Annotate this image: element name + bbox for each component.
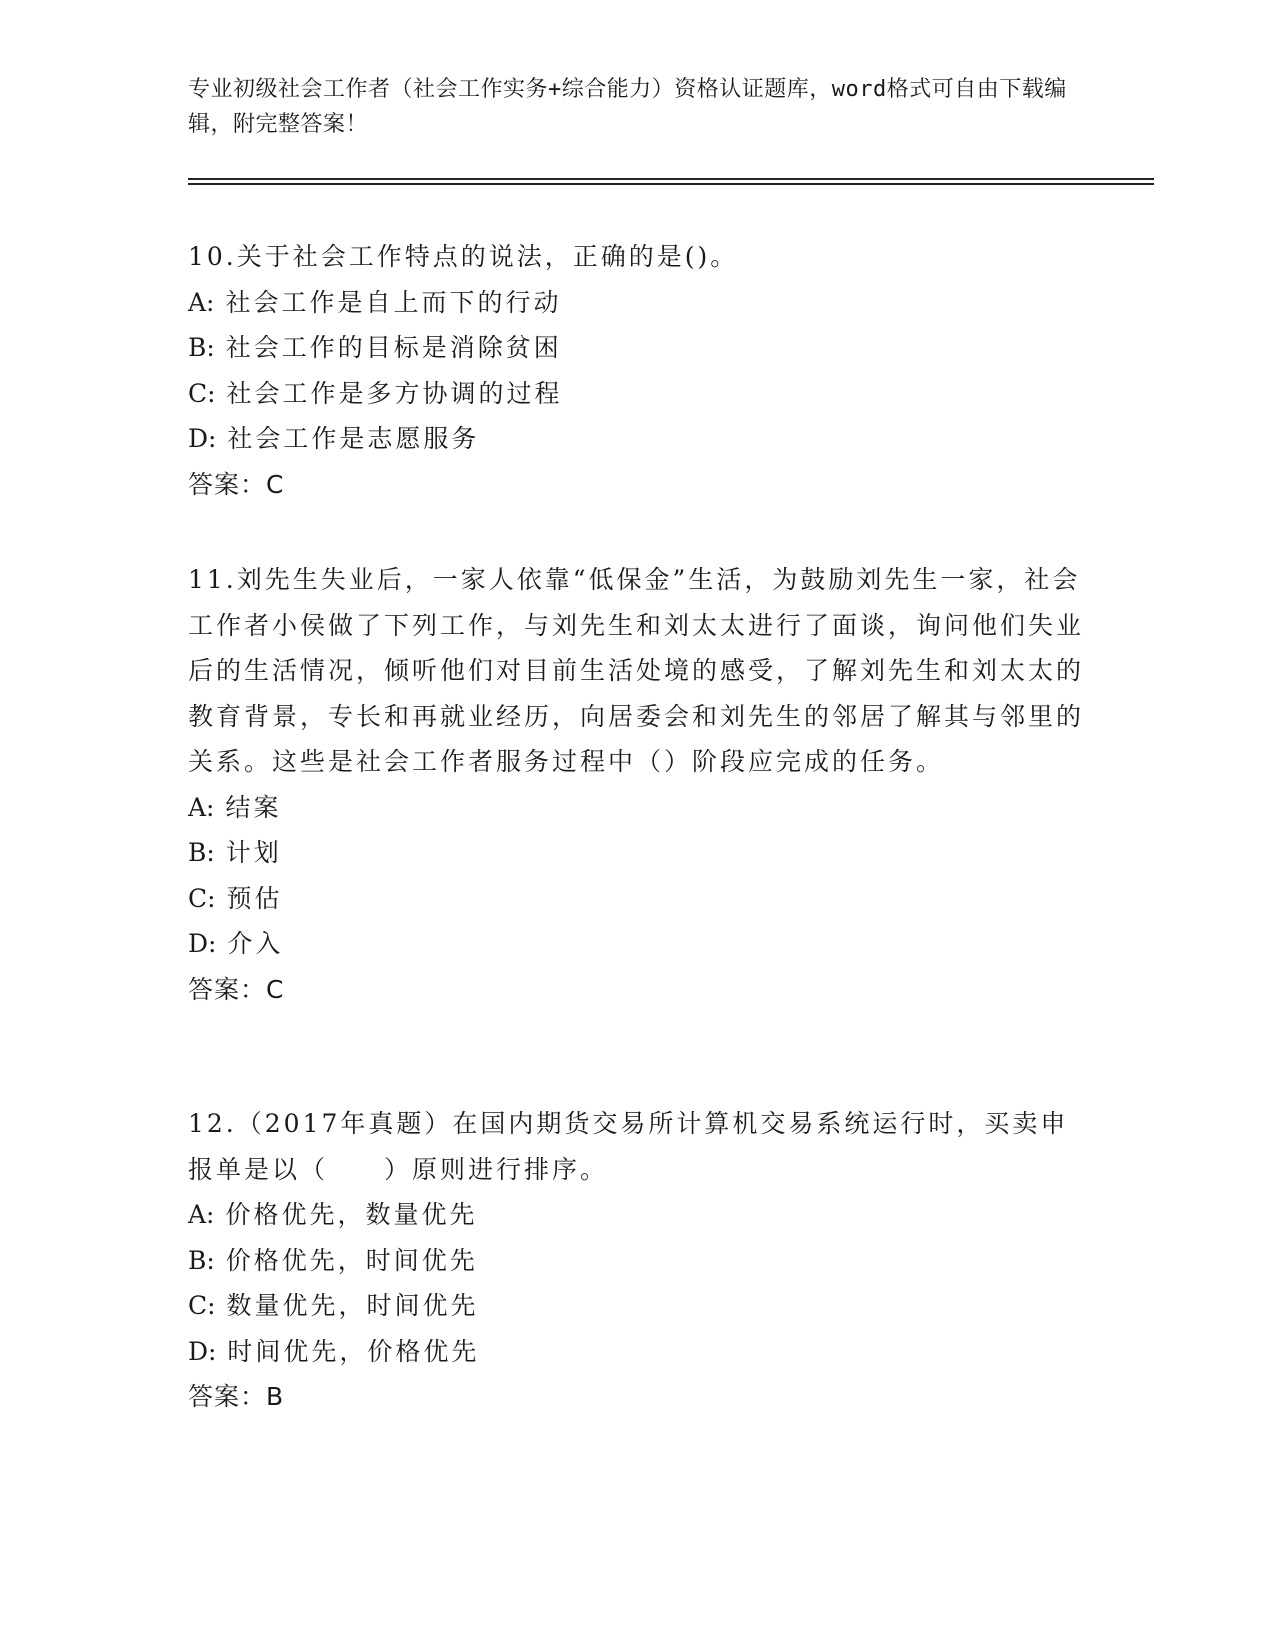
question-10: [188, 234, 1088, 507]
option-a: [188, 1192, 1088, 1238]
option-text: 价格优先，数量优先: [225, 1200, 478, 1229]
option-key: C:: [188, 1291, 216, 1320]
header-divider-bottom: [188, 183, 1154, 185]
option-text: 数量优先，时间优先: [226, 1291, 479, 1320]
document-header: 专业初级社会工作者（社会工作实务+综合能力）资格认证题库，word格式可自由下载编辑，附完整答案！: [188, 77, 1067, 137]
option-b: [188, 830, 1088, 876]
option-a: [188, 280, 1088, 326]
option-d: [188, 416, 1088, 462]
option-c: [188, 876, 1088, 922]
option-key: C:: [188, 378, 216, 408]
option-b: [188, 1238, 1088, 1284]
option-text: 社会工作是多方协调的过程: [226, 378, 563, 408]
question-stem: 11.刘先生失业后，一家人依靠“低保金”生活，为鼓励刘先生一家，社会工作者小侯做了下列工作，与刘先生和刘太太进行了面谈，询问他们失业后的生活情况，倾听他们对目前生活处境的感受，了解刘先生和刘太太的教育背景，专长和再就业经历，向居委会和刘先生的邻居了解其与邻里的关系。这些是社会工作者服务过程中（）阶段应完成的任务。: [188, 565, 1085, 776]
option-text: 计划: [225, 838, 282, 867]
option-key: B:: [188, 1245, 215, 1275]
option-text: 结案: [225, 792, 282, 822]
question-stem: 12.（2017年真题）在国内期货交易所计算机交易系统运行时，买卖申报单是以（ ）原则进行排序。: [188, 1109, 1069, 1184]
option-c: [188, 1283, 1088, 1329]
question-11: [188, 557, 1088, 1012]
option-key: C:: [188, 883, 216, 913]
option-a: [188, 785, 1088, 831]
option-key: D:: [188, 424, 217, 453]
option-b: [188, 325, 1088, 371]
option-key: D:: [188, 929, 217, 958]
question-stem: 10.关于社会工作特点的说法，正确的是()。: [188, 242, 739, 271]
option-key: A:: [188, 792, 215, 822]
option-text: 社会工作的目标是消除贫困: [225, 333, 562, 362]
option-text: 价格优先，时间优先: [225, 1245, 478, 1275]
option-text: 社会工作是志愿服务: [227, 424, 480, 453]
answer-label: 答案：C: [188, 974, 285, 1004]
option-c: [188, 371, 1088, 417]
option-key: D:: [188, 1336, 217, 1366]
option-d: [188, 1329, 1088, 1375]
option-key: A:: [188, 287, 215, 317]
option-key: B:: [188, 333, 215, 362]
option-d: [188, 921, 1088, 967]
answer-label: 答案：B: [188, 1382, 285, 1411]
option-text: 预估: [226, 883, 283, 913]
option-text: 介入: [227, 929, 284, 958]
option-text: 社会工作是自上而下的行动: [225, 287, 562, 317]
answer-label: 答案：C: [188, 469, 285, 499]
question-12: [188, 1101, 1088, 1420]
header-divider-top: [188, 178, 1154, 180]
option-text: 时间优先，价格优先: [227, 1336, 480, 1366]
option-key: A:: [188, 1200, 215, 1229]
option-key: B:: [188, 838, 215, 867]
